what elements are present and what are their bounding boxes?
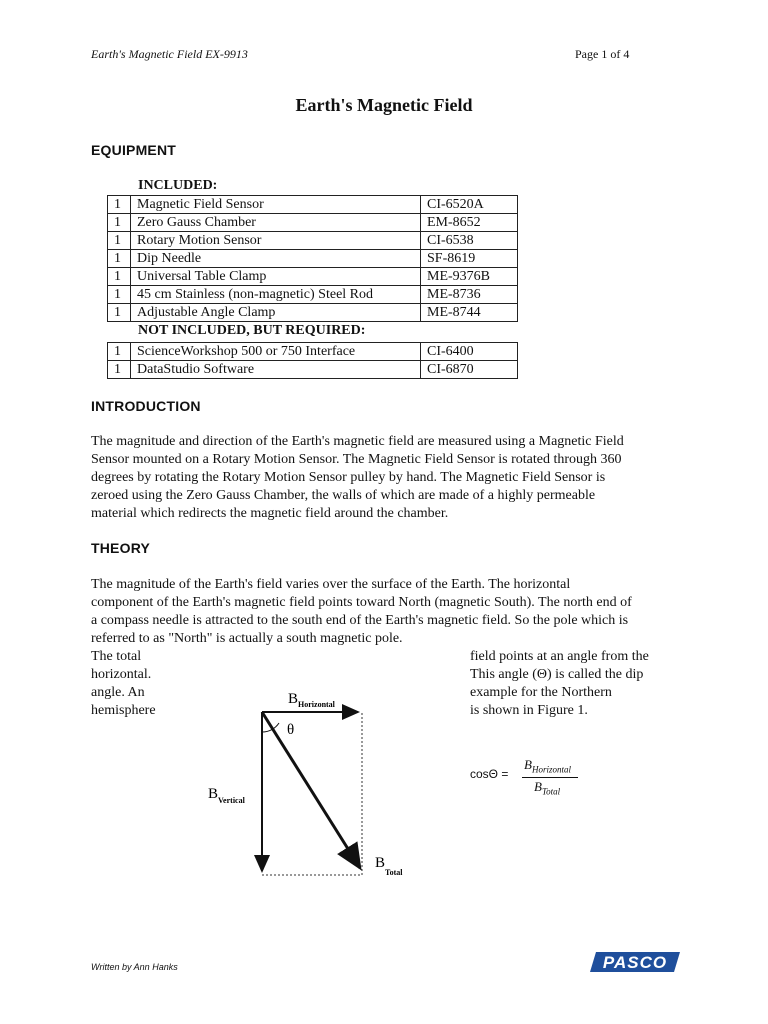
author-credit: Written by Ann Hanks xyxy=(91,962,178,972)
quantity-cell: 1 xyxy=(108,250,131,268)
theta-label: θ xyxy=(287,722,295,738)
quantity-cell: 1 xyxy=(108,304,131,322)
not-included-label: NOT INCLUDED, BUT REQUIRED: xyxy=(138,323,366,338)
page-title: Earth's Magnetic Field xyxy=(295,95,473,115)
item-name-cell: Zero Gauss Chamber xyxy=(131,214,421,232)
equation-lhs: cosΘ = xyxy=(470,767,509,781)
intro-line: material which redirects the magnetic field around the chamber. xyxy=(91,506,449,521)
intro-line: The magnitude and direction of the Earth's magnetic field are measured using a Magnetic Field xyxy=(91,434,624,449)
equipment-heading: EQUIPMENT xyxy=(91,142,177,158)
part-number-cell: ME-8744 xyxy=(421,304,518,322)
item-name-cell: Rotary Motion Sensor xyxy=(131,232,421,250)
theory-right-line: example for the Northern xyxy=(470,685,612,700)
introduction-heading: INTRODUCTION xyxy=(91,398,201,414)
equipment-row xyxy=(108,232,518,250)
introduction-paragraph xyxy=(91,433,681,523)
item-name-cell: 45 cm Stainless (non-magnetic) Steel Rod xyxy=(131,286,421,304)
theory-right-line: is shown in Figure 1. xyxy=(470,703,588,718)
field-vector-figure xyxy=(200,685,430,885)
theory-right-column xyxy=(470,648,690,720)
header-doc-title: Earth's Magnetic Field EX-9913 xyxy=(91,47,248,61)
theory-left-line: The total xyxy=(91,649,142,664)
quantity-cell: 1 xyxy=(108,268,131,286)
part-number-cell: CI-6538 xyxy=(421,232,518,250)
equipment-row xyxy=(108,214,518,232)
header-page-number: Page 1 of 4 xyxy=(575,47,630,61)
equation-numerator: $B_{Horizontal}$ xyxy=(524,757,571,775)
b-vertical-label: $B_{Vertical}$ xyxy=(208,786,245,805)
theory-left-line: horizontal. xyxy=(91,667,152,682)
equipment-row xyxy=(108,250,518,268)
item-name-cell: Adjustable Angle Clamp xyxy=(131,304,421,322)
quantity-cell: 1 xyxy=(108,286,131,304)
b-horizontal-label: $B_{Horizontal}$ xyxy=(288,691,335,709)
quantity-cell: 1 xyxy=(108,343,131,361)
item-name-cell: DataStudio Software xyxy=(131,361,421,379)
quantity-cell: 1 xyxy=(108,232,131,250)
required-table xyxy=(107,342,518,379)
theory-line: component of the Earth's magnetic field points toward North (magnetic South). The north end of xyxy=(91,595,632,610)
part-number-cell: CI-6400 xyxy=(421,343,518,361)
intro-line: zeroed using the Zero Gauss Chamber, the walls of which are made of a highly permeable xyxy=(91,488,596,503)
dip-angle-equation xyxy=(470,757,590,797)
included-label: INCLUDED: xyxy=(138,178,218,193)
equipment-row xyxy=(108,196,518,214)
fraction-bar xyxy=(522,777,578,778)
part-number-cell: SF-8619 xyxy=(421,250,518,268)
item-name-cell: Universal Table Clamp xyxy=(131,268,421,286)
theory-left-line: hemisphere xyxy=(91,703,156,718)
theory-line: a compass needle is attracted to the south end of the Earth's magnetic field. So the pole which is xyxy=(91,613,629,628)
part-number-cell: CI-6870 xyxy=(421,361,518,379)
intro-line: Sensor mounted on a Rotary Motion Sensor. The Magnetic Field Sensor is rotated through 360 xyxy=(91,452,622,467)
quantity-cell: 1 xyxy=(108,214,131,232)
pasco-logo-text: PASCO xyxy=(602,953,668,972)
equation-denominator: $B_{Total}$ xyxy=(534,779,561,797)
pasco-logo xyxy=(590,948,682,976)
theory-line: The magnitude of the Earth's field varies over the surface of the Earth. The horizontal xyxy=(91,577,571,592)
item-name-cell: Dip Needle xyxy=(131,250,421,268)
theory-right-line: field points at an angle from the xyxy=(470,649,649,664)
item-name-cell: ScienceWorkshop 500 or 750 Interface xyxy=(131,343,421,361)
total-vector-arrow xyxy=(262,712,360,868)
equipment-row xyxy=(108,286,518,304)
theory-paragraph xyxy=(91,576,681,648)
included-table xyxy=(107,195,518,322)
part-number-cell: ME-9376B xyxy=(421,268,518,286)
intro-line: degrees by rotating the Rotary Motion Sensor pulley by hand. The Magnetic Field Sensor is xyxy=(91,470,606,485)
part-number-cell: CI-6520A xyxy=(421,196,518,214)
equipment-row xyxy=(108,304,518,322)
quantity-cell: 1 xyxy=(108,196,131,214)
theory-right-line: This angle (Θ) is called the dip xyxy=(470,667,644,682)
theory-heading: THEORY xyxy=(91,540,151,556)
theory-left-line: angle. An xyxy=(91,685,145,700)
theory-line: referred to as "North" is actually a south magnetic pole. xyxy=(91,631,403,646)
part-number-cell: ME-8736 xyxy=(421,286,518,304)
equipment-row xyxy=(108,343,518,361)
equipment-row xyxy=(108,268,518,286)
item-name-cell: Magnetic Field Sensor xyxy=(131,196,421,214)
b-total-label: $B_{Total}$ xyxy=(375,855,403,877)
equipment-row xyxy=(108,361,518,379)
part-number-cell: EM-8652 xyxy=(421,214,518,232)
quantity-cell: 1 xyxy=(108,361,131,379)
